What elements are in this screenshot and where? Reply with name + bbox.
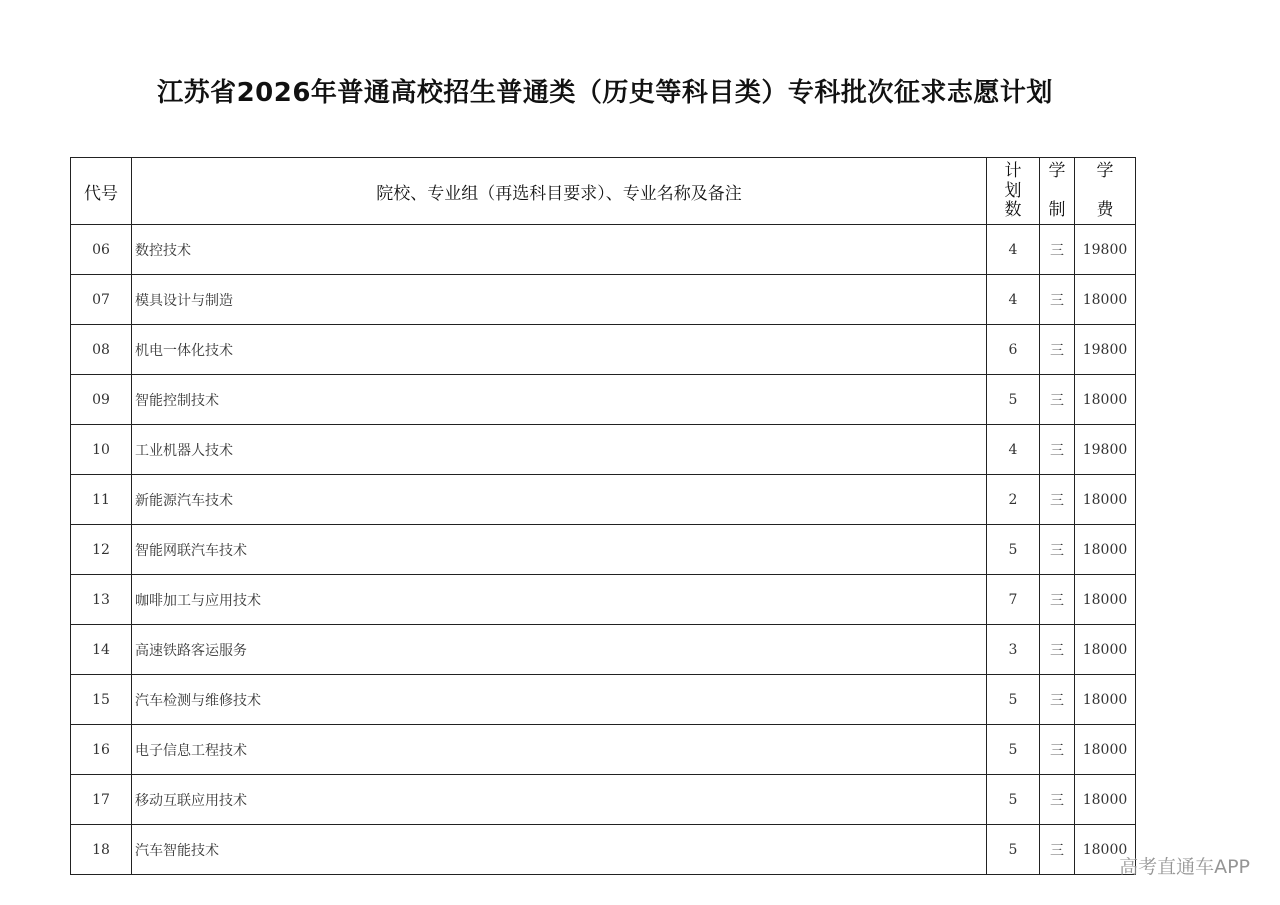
row-fee: 18000 — [1075, 575, 1136, 625]
row-duration: 三 — [1040, 375, 1075, 425]
row-fee: 18000 — [1075, 275, 1136, 325]
table-row — [71, 825, 1136, 875]
row-plan: 5 — [987, 725, 1040, 775]
row-plan: 6 — [987, 325, 1040, 375]
row-duration: 三 — [1040, 225, 1075, 275]
row-name-text: 数控技术 — [135, 242, 191, 259]
table-header-row — [71, 158, 1136, 225]
row-fee: 18000 — [1075, 725, 1136, 775]
row-duration: 三 — [1040, 825, 1075, 875]
row-fee: 19800 — [1075, 425, 1136, 475]
table-row — [71, 325, 1136, 375]
row-name — [132, 225, 987, 275]
row-name — [132, 775, 987, 825]
row-code: 12 — [71, 525, 132, 575]
row-name — [132, 725, 987, 775]
row-plan: 4 — [987, 425, 1040, 475]
row-duration: 三 — [1040, 425, 1075, 475]
row-duration: 三 — [1040, 575, 1075, 625]
row-plan: 5 — [987, 775, 1040, 825]
row-fee: 19800 — [1075, 325, 1136, 375]
table-row — [71, 675, 1136, 725]
row-name — [132, 625, 987, 675]
header-plan-char: 计 — [1004, 161, 1022, 181]
row-name-text: 机电一体化技术 — [135, 342, 233, 359]
header-fee-char: 学 — [1096, 161, 1114, 181]
table-row — [71, 425, 1136, 475]
table-row — [71, 475, 1136, 525]
header-plan-char: 数 — [1004, 200, 1022, 220]
row-plan: 5 — [987, 825, 1040, 875]
row-name — [132, 675, 987, 725]
row-fee: 18000 — [1075, 675, 1136, 725]
row-code: 09 — [71, 375, 132, 425]
row-name — [132, 525, 987, 575]
row-name — [132, 325, 987, 375]
table-row — [71, 625, 1136, 675]
table-row — [71, 225, 1136, 275]
row-code: 10 — [71, 425, 132, 475]
row-plan: 3 — [987, 625, 1040, 675]
header-duration-char: 制 — [1048, 200, 1066, 220]
row-code: 06 — [71, 225, 132, 275]
row-name-text: 咖啡加工与应用技术 — [135, 592, 261, 609]
page-title: 江苏省2026年普通高校招生普通类（历史等科目类）专科批次征求志愿计划 — [157, 78, 1053, 108]
header-code: 代号 — [71, 158, 132, 225]
table-row — [71, 775, 1136, 825]
row-code: 18 — [71, 825, 132, 875]
row-name-text: 汽车检测与维修技术 — [135, 692, 261, 709]
row-name-text: 汽车智能技术 — [135, 842, 219, 859]
row-plan: 4 — [987, 275, 1040, 325]
row-duration: 三 — [1040, 525, 1075, 575]
row-name-text: 电子信息工程技术 — [135, 742, 247, 759]
row-fee: 18000 — [1075, 475, 1136, 525]
table-row — [71, 375, 1136, 425]
row-name-text: 移动互联应用技术 — [135, 792, 247, 809]
row-plan: 4 — [987, 225, 1040, 275]
table-row — [71, 525, 1136, 575]
row-name — [132, 825, 987, 875]
row-name — [132, 375, 987, 425]
row-duration: 三 — [1040, 475, 1075, 525]
row-name-text: 智能网联汽车技术 — [135, 542, 247, 559]
row-code: 16 — [71, 725, 132, 775]
row-code: 15 — [71, 675, 132, 725]
row-code: 08 — [71, 325, 132, 375]
row-duration: 三 — [1040, 675, 1075, 725]
row-name — [132, 475, 987, 525]
row-name-text: 新能源汽车技术 — [135, 492, 233, 509]
plan-table — [70, 157, 1136, 875]
row-fee: 18000 — [1075, 625, 1136, 675]
row-duration: 三 — [1040, 775, 1075, 825]
row-fee: 18000 — [1075, 825, 1136, 875]
row-code: 11 — [71, 475, 132, 525]
row-fee: 18000 — [1075, 525, 1136, 575]
row-name-text: 智能控制技术 — [135, 392, 219, 409]
header-plan-char: 划 — [1004, 180, 1022, 201]
row-fee: 18000 — [1075, 775, 1136, 825]
row-duration: 三 — [1040, 275, 1075, 325]
header-plan — [987, 158, 1040, 225]
row-fee: 18000 — [1075, 375, 1136, 425]
row-name — [132, 275, 987, 325]
table-row — [71, 575, 1136, 625]
row-duration: 三 — [1040, 625, 1075, 675]
row-duration: 三 — [1040, 325, 1075, 375]
row-plan: 5 — [987, 675, 1040, 725]
row-code: 14 — [71, 625, 132, 675]
header-duration — [1040, 158, 1075, 225]
row-name-text: 高速铁路客运服务 — [135, 642, 247, 659]
row-plan: 5 — [987, 525, 1040, 575]
row-code: 17 — [71, 775, 132, 825]
table-row — [71, 275, 1136, 325]
header-fee — [1075, 158, 1136, 225]
header-name: 院校、专业组（再选科目要求）、专业名称及备注 — [132, 158, 987, 225]
header-fee-char: 费 — [1096, 200, 1114, 220]
row-duration: 三 — [1040, 725, 1075, 775]
row-plan: 2 — [987, 475, 1040, 525]
row-name-text: 模具设计与制造 — [135, 292, 233, 309]
row-fee: 19800 — [1075, 225, 1136, 275]
row-name — [132, 575, 987, 625]
row-name — [132, 425, 987, 475]
row-code: 13 — [71, 575, 132, 625]
row-name-text: 工业机器人技术 — [135, 442, 233, 459]
table-row — [71, 725, 1136, 775]
row-plan: 7 — [987, 575, 1040, 625]
row-code: 07 — [71, 275, 132, 325]
row-plan: 5 — [987, 375, 1040, 425]
watermark: 高考直通车APP — [1119, 856, 1250, 878]
header-duration-char: 学 — [1048, 161, 1066, 181]
